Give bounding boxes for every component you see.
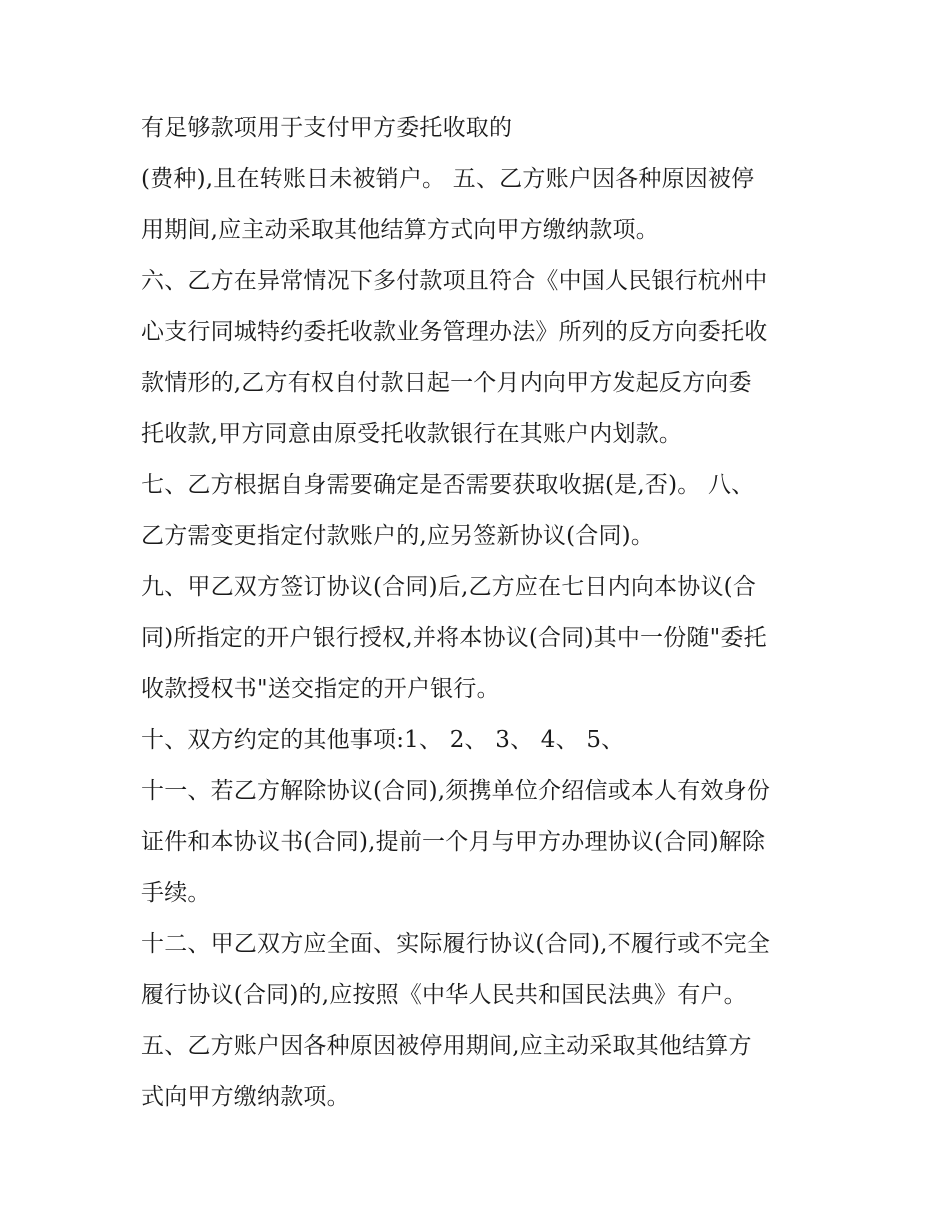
text-line: 乙方需变更指定付款账户的,应另签新协议(合同)。 xyxy=(141,523,655,549)
text-line: 款情形的,乙方有权自付款日起一个月内向甲方发起反方向委 xyxy=(141,370,752,396)
text-line: 式向甲方缴纳款项。 xyxy=(141,1084,350,1110)
text-line: 托收款,甲方同意由原受托收款银行在其账户内划款。 xyxy=(141,421,683,447)
text-line: 五、乙方账户因各种原因被停用期间,应主动采取其他结算方 xyxy=(141,1033,752,1059)
document-body xyxy=(141,103,821,1123)
text-line: 履行协议(合同)的,应按照《中华人民共和国民法典》有户。 xyxy=(141,982,747,1008)
text-line: 十、双方约定的其他事项:1、 2、 3、 4、 5、 xyxy=(141,727,625,753)
text-line: 证件和本协议书(合同),提前一个月与甲方办理协议(合同)解除 xyxy=(141,829,766,855)
text-line: 心支行同城特约委托收款业务管理办法》所列的反方向委托收 xyxy=(141,319,768,345)
text-line: 用期间,应主动采取其他结算方式向甲方缴纳款项。 xyxy=(141,217,659,243)
text-line: 手续。 xyxy=(141,880,211,906)
text-line: 同)所指定的开户银行授权,并将本协议(合同)其中一份随"委托 xyxy=(141,625,767,651)
text-line: 九、甲乙双方签订协议(合同)后,乙方应在七日内向本协议(合 xyxy=(141,574,757,600)
text-line: 十一、若乙方解除协议(合同),须携单位介绍信或本人有效身份 xyxy=(141,778,771,804)
text-line: 收款授权书"送交指定的开户银行。 xyxy=(141,676,500,702)
text-line: 十二、甲乙双方应全面、实际履行协议(合同),不履行或不完全 xyxy=(141,931,771,957)
text-line: 六、乙方在异常情况下多付款项且符合《中国人民银行杭州中 xyxy=(141,268,768,294)
text-line: 有足够款项用于支付甲方委托收取的 xyxy=(141,115,513,141)
text-line: (费种),且在转账日未被销户。 五、乙方账户因各种原因被停 xyxy=(141,166,755,192)
text-line: 七、乙方根据自身需要确定是否需要获取收据(是,否)。 八、 xyxy=(141,472,755,498)
